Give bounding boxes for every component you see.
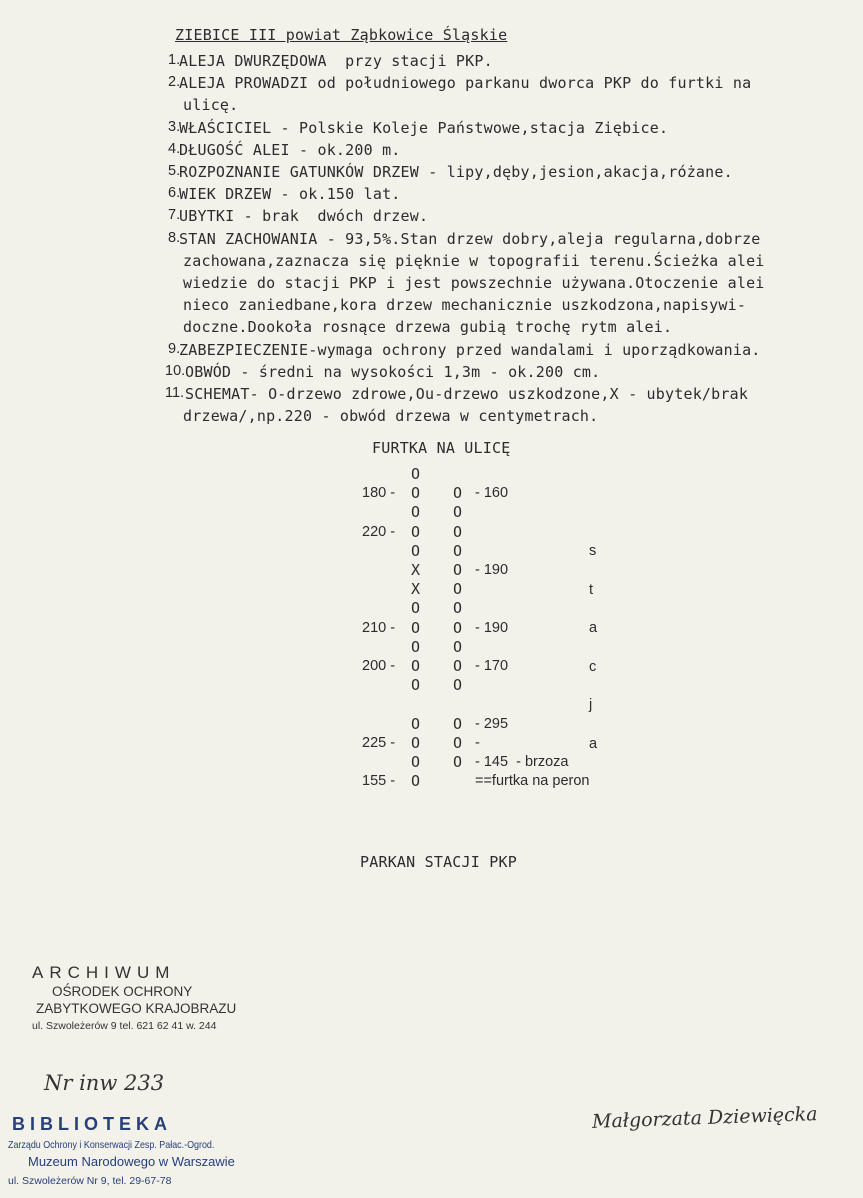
tree-left: O: [411, 733, 421, 752]
circ-right-label: - 190: [475, 619, 509, 636]
item-number: 3.: [168, 118, 181, 135]
library-stamp-line3: Muzeum Narodowego w Warszawie: [28, 1154, 235, 1169]
item-number: 1.: [168, 52, 181, 68]
circ-left-label: 210 -: [362, 619, 396, 636]
item-text: ulicę.: [183, 96, 239, 115]
side-letter: j: [589, 697, 593, 713]
tree-left: O: [411, 484, 421, 503]
circ-left-label: 180 -: [362, 485, 396, 502]
circ-left-label: 155 -: [362, 773, 396, 790]
library-stamp-line2: Zarządu Ochrony i Konserwacji Zesp. Pałac.-Ogrod.: [8, 1139, 215, 1151]
circ-right-label: ==furtka na peron: [475, 773, 590, 790]
tree-right: O: [453, 561, 463, 579]
tree-left: O: [411, 714, 421, 733]
archive-stamp-line4: ul. Szwoleżerów 9 tel. 621 62 41 w. 244: [32, 1020, 217, 1032]
schema-footer: PARKAN STACJI PKP: [360, 853, 517, 871]
item-text: nieco zaniedbane,kora drzew mechanicznie uszkodzona,napisywi-: [183, 296, 747, 315]
library-stamp-line4: ul. Szwoleżerów Nr 9, tel. 29-67-78: [8, 1175, 172, 1187]
item-number: 9.: [168, 340, 181, 357]
tree-left: O: [411, 522, 421, 541]
tree-left: O: [411, 637, 421, 656]
side-letter: a: [589, 735, 598, 752]
side-letter: c: [589, 658, 597, 675]
archive-stamp-line2: OŚRODEK OCHRONY: [52, 984, 193, 999]
item-text: ROZPOZNANIE GATUNKÓW DRZEW - lipy,dęby,jesion,akacja,różane.: [179, 163, 733, 181]
item-text: SCHEMAT- O-drzewo zdrowe,Ou-drzewo uszkodzone,X - ubytek/brak: [185, 385, 749, 403]
schema-title: FURTKA NA ULICĘ: [372, 439, 511, 457]
tree-right: O: [453, 503, 463, 522]
tree-left: X: [411, 580, 421, 599]
side-letter: t: [589, 581, 594, 598]
tree-left: O: [411, 772, 421, 791]
item-text: ZABEZPIECZENIE-wymaga ochrony przed wandalami i uporządkowania.: [179, 340, 761, 359]
archive-stamp-line3: ZABYTKOWEGO KRAJOBRAZU: [36, 1001, 237, 1016]
tree-right: O: [453, 637, 463, 656]
archive-stamp: [30, 963, 236, 1032]
tree-right: O: [453, 657, 463, 675]
item-text: OBWÓD - średni na wysokości 1,3m - ok.200 cm.: [185, 362, 601, 381]
tree-right: O: [453, 484, 463, 503]
circ-right-label: - 170: [475, 658, 509, 674]
tree-right: O: [453, 753, 463, 771]
tree-right: O: [453, 714, 463, 733]
item-text: DŁUGOŚĆ ALEI - ok.200 m.: [179, 140, 401, 159]
tree-right: O: [453, 733, 463, 752]
tree-left: O: [411, 599, 421, 618]
tree-left: O: [411, 657, 421, 675]
tree-right: O: [453, 541, 463, 560]
signature: Małgorzata Dziewięcka: [591, 1103, 818, 1133]
side-letter: a: [589, 620, 598, 636]
tree-left: O: [411, 503, 421, 522]
tree-left: O: [411, 618, 421, 637]
tree-right: O: [453, 522, 463, 541]
tree-right: O: [453, 618, 463, 637]
tree-right: O: [453, 599, 463, 618]
inventory-number: Nr inw 233: [44, 1071, 165, 1095]
library-stamp: [8, 1114, 251, 1187]
archive-stamp-title: ARCHIWUM: [32, 963, 176, 982]
circ-right-label: - 145 - brzoza: [475, 754, 569, 770]
circ-right-label: - 160: [475, 485, 509, 502]
side-letter: s: [589, 543, 597, 559]
item-number: 2.: [168, 74, 181, 91]
item-text: ALEJA PROWADZI od południowego parkanu dworca PKP do furtki na: [179, 74, 752, 93]
item-text: ALEJA DWURZĘDOWA przy stacji PKP.: [179, 52, 493, 70]
circ-right-label: - 295: [475, 715, 509, 732]
item-number: 10.: [165, 362, 186, 379]
item-text: UBYTKI - brak dwóch drzew.: [179, 207, 429, 226]
tree-left: O: [411, 541, 421, 560]
circ-left-label: 225 -: [362, 734, 396, 751]
circ-right-label: -: [475, 734, 480, 751]
tree-right: O: [453, 676, 463, 695]
tree-left: O: [411, 676, 421, 695]
item-number: 4.: [168, 140, 181, 157]
tree-right: O: [453, 580, 463, 599]
item-number: 7.: [168, 207, 181, 224]
tree-left: X: [411, 561, 421, 579]
circ-left-label: 220 -: [362, 523, 396, 540]
item-text: wiedzie do stacji PKP i jest powszechnie używana.Otoczenie alei: [183, 274, 765, 292]
circ-left-label: 200 -: [362, 658, 396, 674]
item-text: doczne.Dookoła rosnące drzewa gubią trochę rytm alei.: [183, 318, 673, 337]
tree-left: O: [411, 753, 421, 771]
item-text: WŁAŚCICIEL - Polskie Koleje Państwowe,stacja Ziębice.: [179, 118, 669, 137]
item-number: 11.: [165, 385, 185, 401]
tree-left: O: [411, 465, 421, 483]
item-text: drzewa/,np.220 - obwód drzewa w centymetrach.: [183, 407, 599, 426]
item-number: 6.: [168, 185, 181, 202]
item-text: STAN ZACHOWANIA - 93,5%.Stan drzew dobry,aleja regularna,dobrze: [179, 229, 761, 248]
item-number: 5.: [168, 163, 181, 179]
item-text: WIEK DRZEW - ok.150 lat.: [179, 185, 401, 204]
item-text: zachowana,zaznacza się pięknie w topografii terenu.Ścieżka alei: [183, 251, 765, 270]
document-header: ZIEBICE III powiat Ząbkowice Śląskie: [175, 26, 508, 44]
circ-right-label: - 190: [475, 562, 509, 578]
item-number: 8.: [168, 229, 181, 246]
library-stamp-title: BIBLIOTEKA: [12, 1114, 172, 1134]
